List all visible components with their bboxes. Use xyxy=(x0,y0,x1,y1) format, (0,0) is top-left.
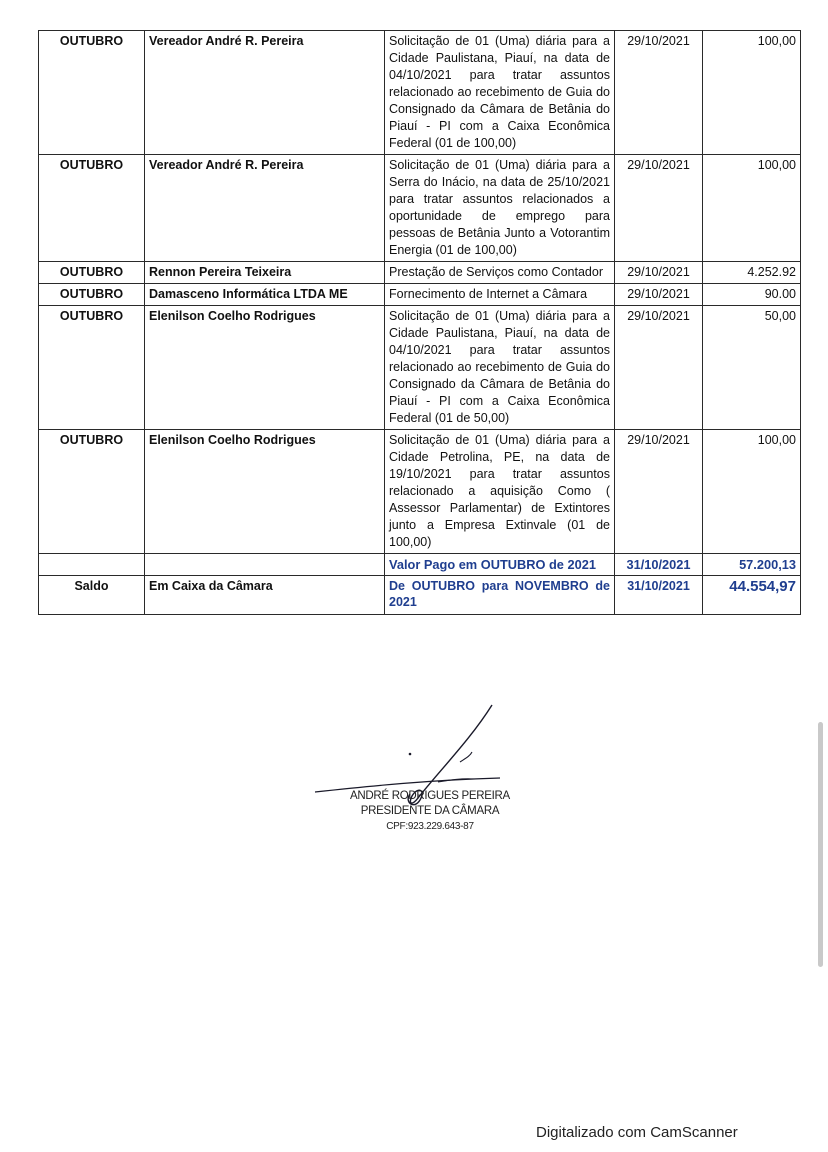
month-cell: OUTUBRO xyxy=(39,31,145,155)
description-cell: Solicitação de 01 (Uma) diária para a Serra do Inácio, na data de 25/10/2021 para tratar assuntos relacionados a oportunidade de emprego para pessoas de Betânia Junto a Votorantim Energia (01 de 100,00) xyxy=(385,155,615,262)
date-cell: 29/10/2021 xyxy=(615,155,703,262)
table-row xyxy=(39,155,801,262)
empty-cell xyxy=(39,554,145,576)
balance-value: 44.554,97 xyxy=(703,576,801,615)
balance-date: 31/10/2021 xyxy=(615,576,703,615)
date-cell: 29/10/2021 xyxy=(615,31,703,155)
date-cell: 29/10/2021 xyxy=(615,284,703,306)
description-cell: Prestação de Serviços como Contador xyxy=(385,262,615,284)
payee-cell: Elenilson Coelho Rodrigues xyxy=(145,430,385,554)
month-cell: OUTUBRO xyxy=(39,155,145,262)
balance-row xyxy=(39,576,801,615)
value-cell: 100,00 xyxy=(703,430,801,554)
date-cell: 29/10/2021 xyxy=(615,430,703,554)
camscanner-watermark: Digitalizado com CamScanner xyxy=(536,1124,738,1141)
payee-cell: Damasceno Informática LTDA ME xyxy=(145,284,385,306)
balance-period: De OUTUBRO para NOVEMBRO de 2021 xyxy=(385,576,615,615)
value-cell: 90.00 xyxy=(703,284,801,306)
signatory-role: PRESIDENTE DA CÂMARA xyxy=(360,805,500,817)
table-row xyxy=(39,306,801,430)
table-row xyxy=(39,284,801,306)
empty-cell xyxy=(145,554,385,576)
total-label: Valor Pago em OUTUBRO de 2021 xyxy=(385,554,615,576)
description-cell: Solicitação de 01 (Uma) diária para a Cidade Paulistana, Piauí, na data de 04/10/2021 para tratar assuntos relacionado ao recebimento de Guia do Consignado da Câmara de Betânia do Piauí - PI com a Caixa Econômica Federal (01 de 100,00) xyxy=(385,31,615,155)
total-value: 57.200,13 xyxy=(703,554,801,576)
value-cell: 50,00 xyxy=(703,306,801,430)
month-cell: OUTUBRO xyxy=(39,306,145,430)
month-cell: OUTUBRO xyxy=(39,262,145,284)
payee-cell: Rennon Pereira Teixeira xyxy=(145,262,385,284)
value-cell: 100,00 xyxy=(703,155,801,262)
payee-cell: Elenilson Coelho Rodrigues xyxy=(145,306,385,430)
date-cell: 29/10/2021 xyxy=(615,306,703,430)
description-cell: Fornecimento de Internet a Câmara xyxy=(385,284,615,306)
description-cell: Solicitação de 01 (Uma) diária para a Cidade Petrolina, PE, na data de 19/10/2021 para tratar assuntos relacionado a aquisição Como ( Assessor Parlamentar) de Extintores junto a Empresa Extinvale (01 de 100,00) xyxy=(385,430,615,554)
month-cell: OUTUBRO xyxy=(39,284,145,306)
saldo-label: Saldo xyxy=(39,576,145,615)
date-cell: 29/10/2021 xyxy=(615,262,703,284)
description-cell: Solicitação de 01 (Uma) diária para a Cidade Paulistana, Piauí, na data de 04/10/2021 para tratar assuntos relacionado ao recebimento de Guia do Consignado da Câmara de Betânia do Piauí - PI com a Caixa Econômica Federal (01 de 50,00) xyxy=(385,306,615,430)
table-row xyxy=(39,31,801,155)
table-row xyxy=(39,430,801,554)
caixa-label: Em Caixa da Câmara xyxy=(145,576,385,615)
expense-table xyxy=(38,30,801,615)
value-cell: 100,00 xyxy=(703,31,801,155)
payee-cell: Vereador André R. Pereira xyxy=(145,31,385,155)
total-row xyxy=(39,554,801,576)
value-cell: 4.252.92 xyxy=(703,262,801,284)
total-date: 31/10/2021 xyxy=(615,554,703,576)
signatory-name: ANDRÉ RODRIGUES PEREIRA xyxy=(350,790,510,802)
month-cell: OUTUBRO xyxy=(39,430,145,554)
payee-cell: Vereador André R. Pereira xyxy=(145,155,385,262)
scrollbar[interactable] xyxy=(818,722,823,967)
table-row xyxy=(39,262,801,284)
signatory-cpf: CPF:923.229.643-87 xyxy=(386,821,474,832)
